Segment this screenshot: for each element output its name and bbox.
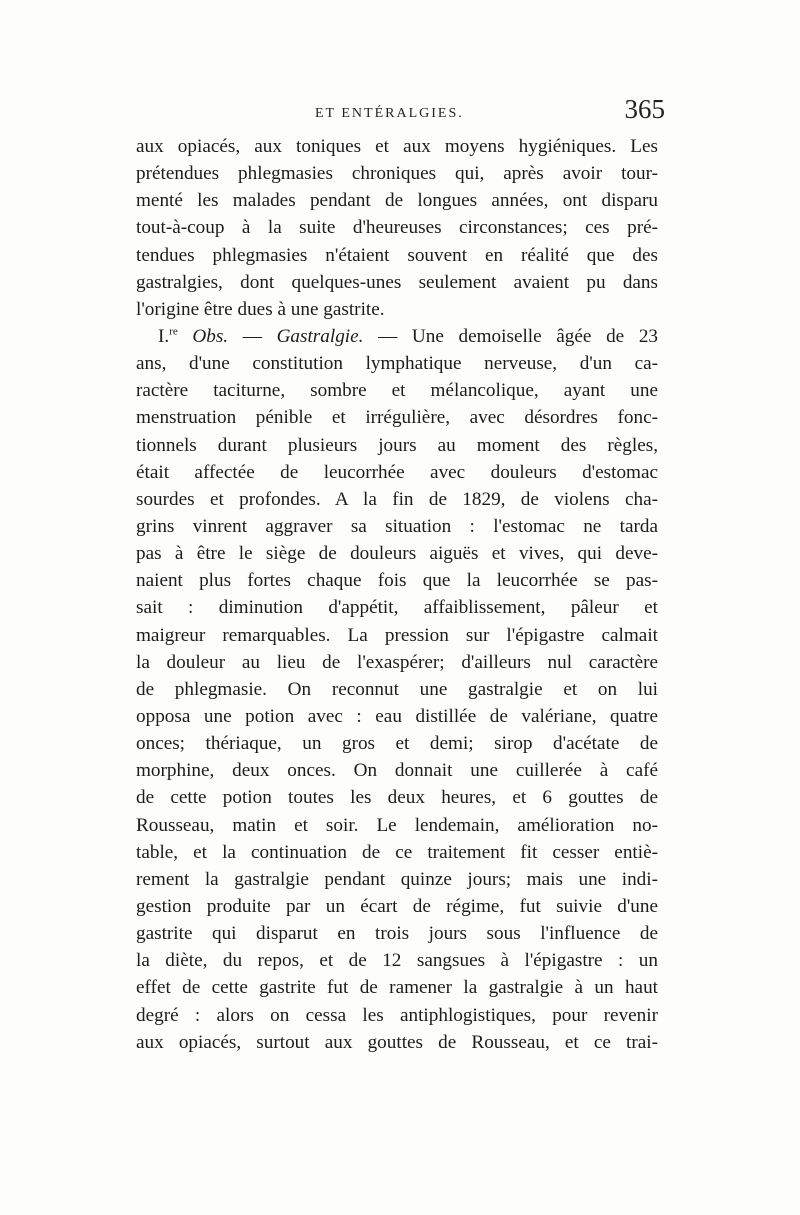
observation-title: Gastralgie. (276, 325, 364, 347)
text-line: degré : alors on cessa les antiphlogistiques, pour revenir (136, 1004, 658, 1026)
text-line: tionnels durant plusieurs jours au moment des règles, (136, 434, 658, 456)
text-line: gastrite qui disparut en trois jours sous l'influence de (136, 923, 658, 945)
page-header (135, 92, 665, 132)
running-head: ET ENTÉRALGIES. (315, 106, 464, 121)
text-line: la diète, du repos, et de 12 sangsues à l'épigastre : un (136, 950, 658, 972)
text-line: tendues phlegmasies n'étaient souvent en réalité que des (136, 244, 658, 266)
text-line: ans, d'une constitution lymphatique nerveuse, d'un ca- (136, 353, 658, 375)
observation-label: Obs. (192, 325, 229, 347)
text-line: maigreur remarquables. La pression sur l'épigastre calmait (136, 624, 658, 646)
text-line: menstruation pénible et irrégulière, avec désordres fonc- (136, 407, 658, 429)
text-line: gastralgies, dont quelques-unes seulement avaient pu dans (136, 271, 658, 293)
text-line: tout-à-coup à la suite d'heureuses circonstances; ces pré- (136, 217, 658, 239)
text-line: aux opiacés, surtout aux gouttes de Rousseau, et ce trai- (136, 1031, 658, 1053)
text-line: gestion produite par un écart de régime, fut suivie d'une (136, 895, 658, 917)
text-line: l'origine être dues à une gastrite. (136, 298, 385, 320)
text-line: la douleur au lieu de l'exaspérer; d'ailleurs nul caractère (136, 651, 658, 673)
paragraph-observation (136, 350, 658, 1056)
text-line: ractère taciturne, sombre et mélancolique, ayant une (136, 380, 658, 402)
text-line: de cette potion toutes les deux heures, et 6 gouttes de (136, 787, 658, 809)
text-line: sait : diminution d'appétit, affaiblissement, pâleur et (136, 597, 658, 619)
text-line: table, et la continuation de ce traitement fit cesser entiè- (136, 841, 658, 863)
text-line: de phlegmasie. On reconnut une gastralgie et on lui (136, 678, 658, 700)
text-line: onces; thériaque, un gros et demi; sirop d'acétate de (136, 733, 658, 755)
observation-dash-2: — (363, 325, 412, 347)
text-line: pas à être le siège de douleurs aiguës et vives, qui deve- (136, 543, 658, 565)
text-line: aux opiacés, aux toniques et aux moyens hygiéniques. Les (136, 136, 658, 157)
text-line: naient plus fortes chaque fois que la leucorrhée se pas- (136, 570, 658, 592)
body-text (136, 133, 658, 1056)
text-line: sourdes et profondes. A la fin de 1829, de violens cha- (136, 488, 658, 510)
text-line: opposa une potion avec : eau distillée de valériane, quatre (136, 705, 658, 727)
observation-number: I. (158, 325, 170, 347)
observation-number-sup: re (169, 325, 178, 338)
observation-first-line-text: Une demoiselle âgée de 23 (411, 325, 658, 347)
text-line: rement la gastralgie pendant quinze jours; mais une indi- (136, 868, 658, 890)
text-line: était affectée de leucorrhée avec douleurs d'estomac (136, 461, 658, 483)
page-number: 365 (624, 94, 665, 124)
text-line: Rousseau, matin et soir. Le lendemain, amélioration no- (136, 814, 658, 836)
text-line: effet de cette gastrite fut de ramener la gastralgie à un haut (136, 977, 658, 999)
observation-dash-1: — (228, 325, 277, 347)
text-line: grins vinrent aggraver sa situation : l'estomac ne tarda (136, 515, 658, 537)
paragraph-intro (136, 133, 658, 323)
text-line: menté les malades pendant de longues années, ont disparu (136, 190, 658, 212)
text-line: prétendues phlegmasies chroniques qui, après avoir tour- (136, 163, 658, 185)
text-line: morphine, deux onces. On donnait une cuillerée à café (136, 760, 658, 782)
observation-heading-line (136, 323, 658, 350)
